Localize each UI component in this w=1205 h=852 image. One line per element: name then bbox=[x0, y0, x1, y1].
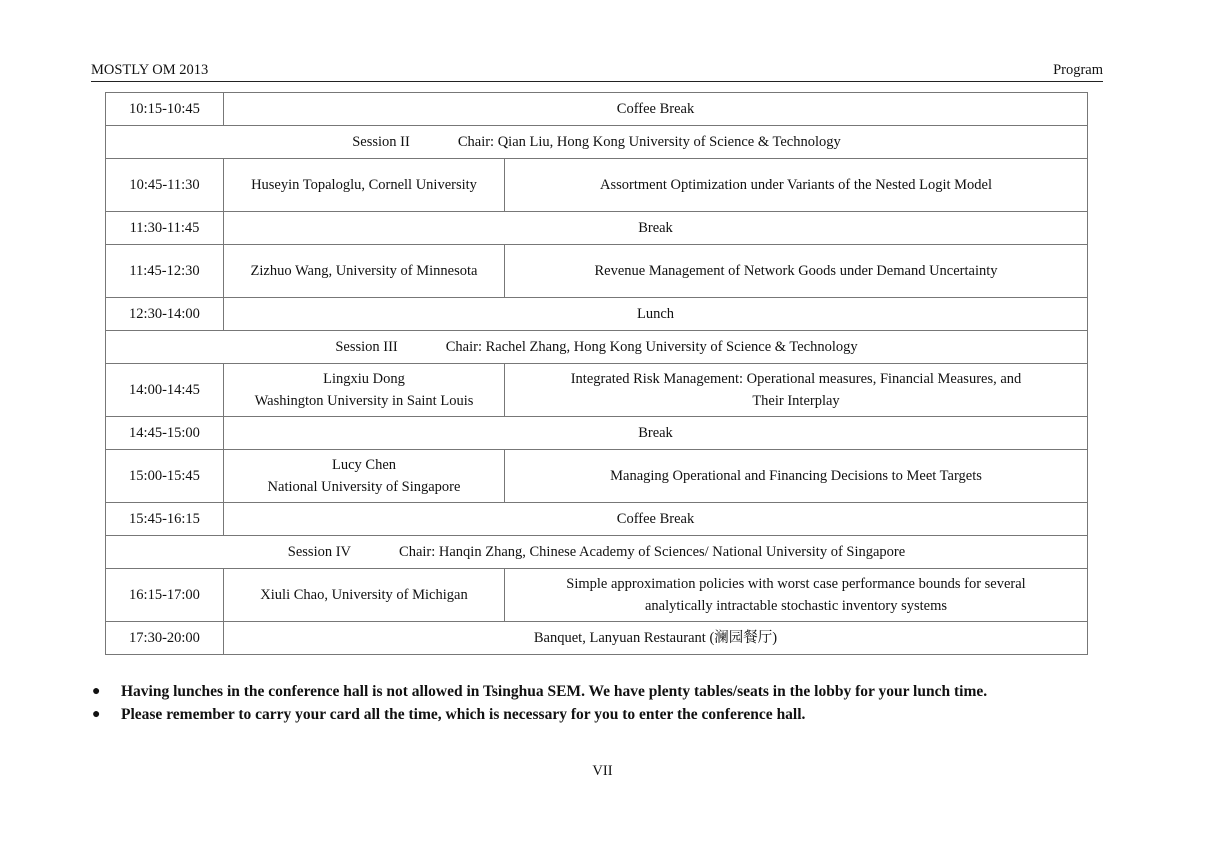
bullet-icon: ● bbox=[92, 684, 101, 699]
session-header-cell bbox=[106, 331, 1088, 364]
page-header bbox=[91, 61, 1103, 82]
table-row bbox=[106, 212, 1088, 245]
page-number: VII bbox=[592, 763, 613, 779]
speaker-affiliation: Washington University in Saint Louis bbox=[254, 393, 474, 409]
session-name: Session IV bbox=[287, 544, 352, 560]
time-cell: 14:45-15:00 bbox=[106, 417, 224, 450]
event-cell: Banquet, Lanyuan Restaurant (澜园餐厅) bbox=[224, 622, 1088, 655]
time-cell: 10:45-11:30 bbox=[106, 159, 224, 212]
list-item bbox=[91, 681, 1103, 704]
time-cell: 16:15-17:00 bbox=[106, 569, 224, 622]
talk-title-cell: Assortment Optimization under Variants of the Nested Logit Model bbox=[505, 159, 1088, 212]
event-cell: Coffee Break bbox=[224, 93, 1088, 126]
table-row bbox=[106, 450, 1088, 503]
talk-title-line: Simple approximation policies with worst case performance bounds for several bbox=[566, 576, 1026, 592]
event-cell: Coffee Break bbox=[224, 503, 1088, 536]
session-row bbox=[106, 126, 1088, 159]
table-row bbox=[106, 417, 1088, 450]
table-row bbox=[106, 159, 1088, 212]
talk-title-line: Integrated Risk Management: Operational measures, Financial Measures, and bbox=[570, 371, 1022, 387]
header-section-name: Program bbox=[1053, 62, 1103, 78]
session-header-cell bbox=[106, 536, 1088, 569]
time-cell: 14:00-14:45 bbox=[106, 364, 224, 417]
speaker-cell: Xiuli Chao, University of Michigan bbox=[224, 569, 505, 622]
session-chair: Chair: Qian Liu, Hong Kong University of Science & Technology bbox=[457, 134, 841, 150]
notes-list bbox=[91, 681, 1103, 726]
speaker-cell bbox=[224, 450, 505, 503]
note-text: Having lunches in the conference hall is not allowed in Tsinghua SEM. We have plenty tables/seats in the lobby for your lunch time. bbox=[121, 683, 988, 700]
time-cell: 10:15-10:45 bbox=[106, 93, 224, 126]
talk-title-line: analytically intractable stochastic inventory systems bbox=[645, 598, 947, 614]
speaker-affiliation: National University of Singapore bbox=[267, 479, 461, 495]
table-row bbox=[106, 245, 1088, 298]
speaker-name: Lucy Chen bbox=[331, 457, 397, 473]
event-cell: Break bbox=[224, 212, 1088, 245]
session-chair: Chair: Rachel Zhang, Hong Kong University of Science & Technology bbox=[445, 339, 858, 355]
event-cell: Lunch bbox=[224, 298, 1088, 331]
table-row bbox=[106, 569, 1088, 622]
table-row bbox=[106, 364, 1088, 417]
table-row bbox=[106, 503, 1088, 536]
session-name: Session III bbox=[335, 339, 398, 355]
time-cell: 12:30-14:00 bbox=[106, 298, 224, 331]
program-schedule-table bbox=[105, 92, 1088, 655]
time-cell: 15:45-16:15 bbox=[106, 503, 224, 536]
header-conference-name: MOSTLY OM 2013 bbox=[91, 62, 209, 78]
time-cell: 11:45-12:30 bbox=[106, 245, 224, 298]
talk-title-line: Their Interplay bbox=[752, 393, 840, 409]
time-cell: 15:00-15:45 bbox=[106, 450, 224, 503]
time-cell: 17:30-20:00 bbox=[106, 622, 224, 655]
session-header-cell bbox=[106, 126, 1088, 159]
time-cell: 11:30-11:45 bbox=[106, 212, 224, 245]
event-cell: Break bbox=[224, 417, 1088, 450]
talk-title-cell bbox=[505, 569, 1088, 622]
bullet-icon: ● bbox=[92, 706, 101, 722]
speaker-name: Lingxiu Dong bbox=[323, 371, 405, 387]
table-row bbox=[106, 298, 1088, 331]
talk-title-cell: Managing Operational and Financing Decisions to Meet Targets bbox=[505, 450, 1088, 503]
talk-title-cell bbox=[505, 364, 1088, 417]
talk-title-cell: Revenue Management of Network Goods under Demand Uncertainty bbox=[505, 245, 1088, 298]
speaker-cell bbox=[224, 364, 505, 417]
session-chair: Chair: Hanqin Zhang, Chinese Academy of Sciences/ National University of Singapore bbox=[399, 544, 906, 560]
session-name: Session II bbox=[352, 134, 410, 150]
table-row bbox=[106, 93, 1088, 126]
session-row bbox=[106, 536, 1088, 569]
session-row bbox=[106, 331, 1088, 364]
table-row bbox=[106, 622, 1088, 655]
speaker-cell: Huseyin Topaloglu, Cornell University bbox=[224, 159, 505, 212]
speaker-cell: Zizhuo Wang, University of Minnesota bbox=[224, 245, 505, 298]
note-text: Please remember to carry your card all the time, which is necessary for you to enter the conference hall. bbox=[121, 705, 806, 723]
list-item bbox=[91, 704, 1103, 727]
